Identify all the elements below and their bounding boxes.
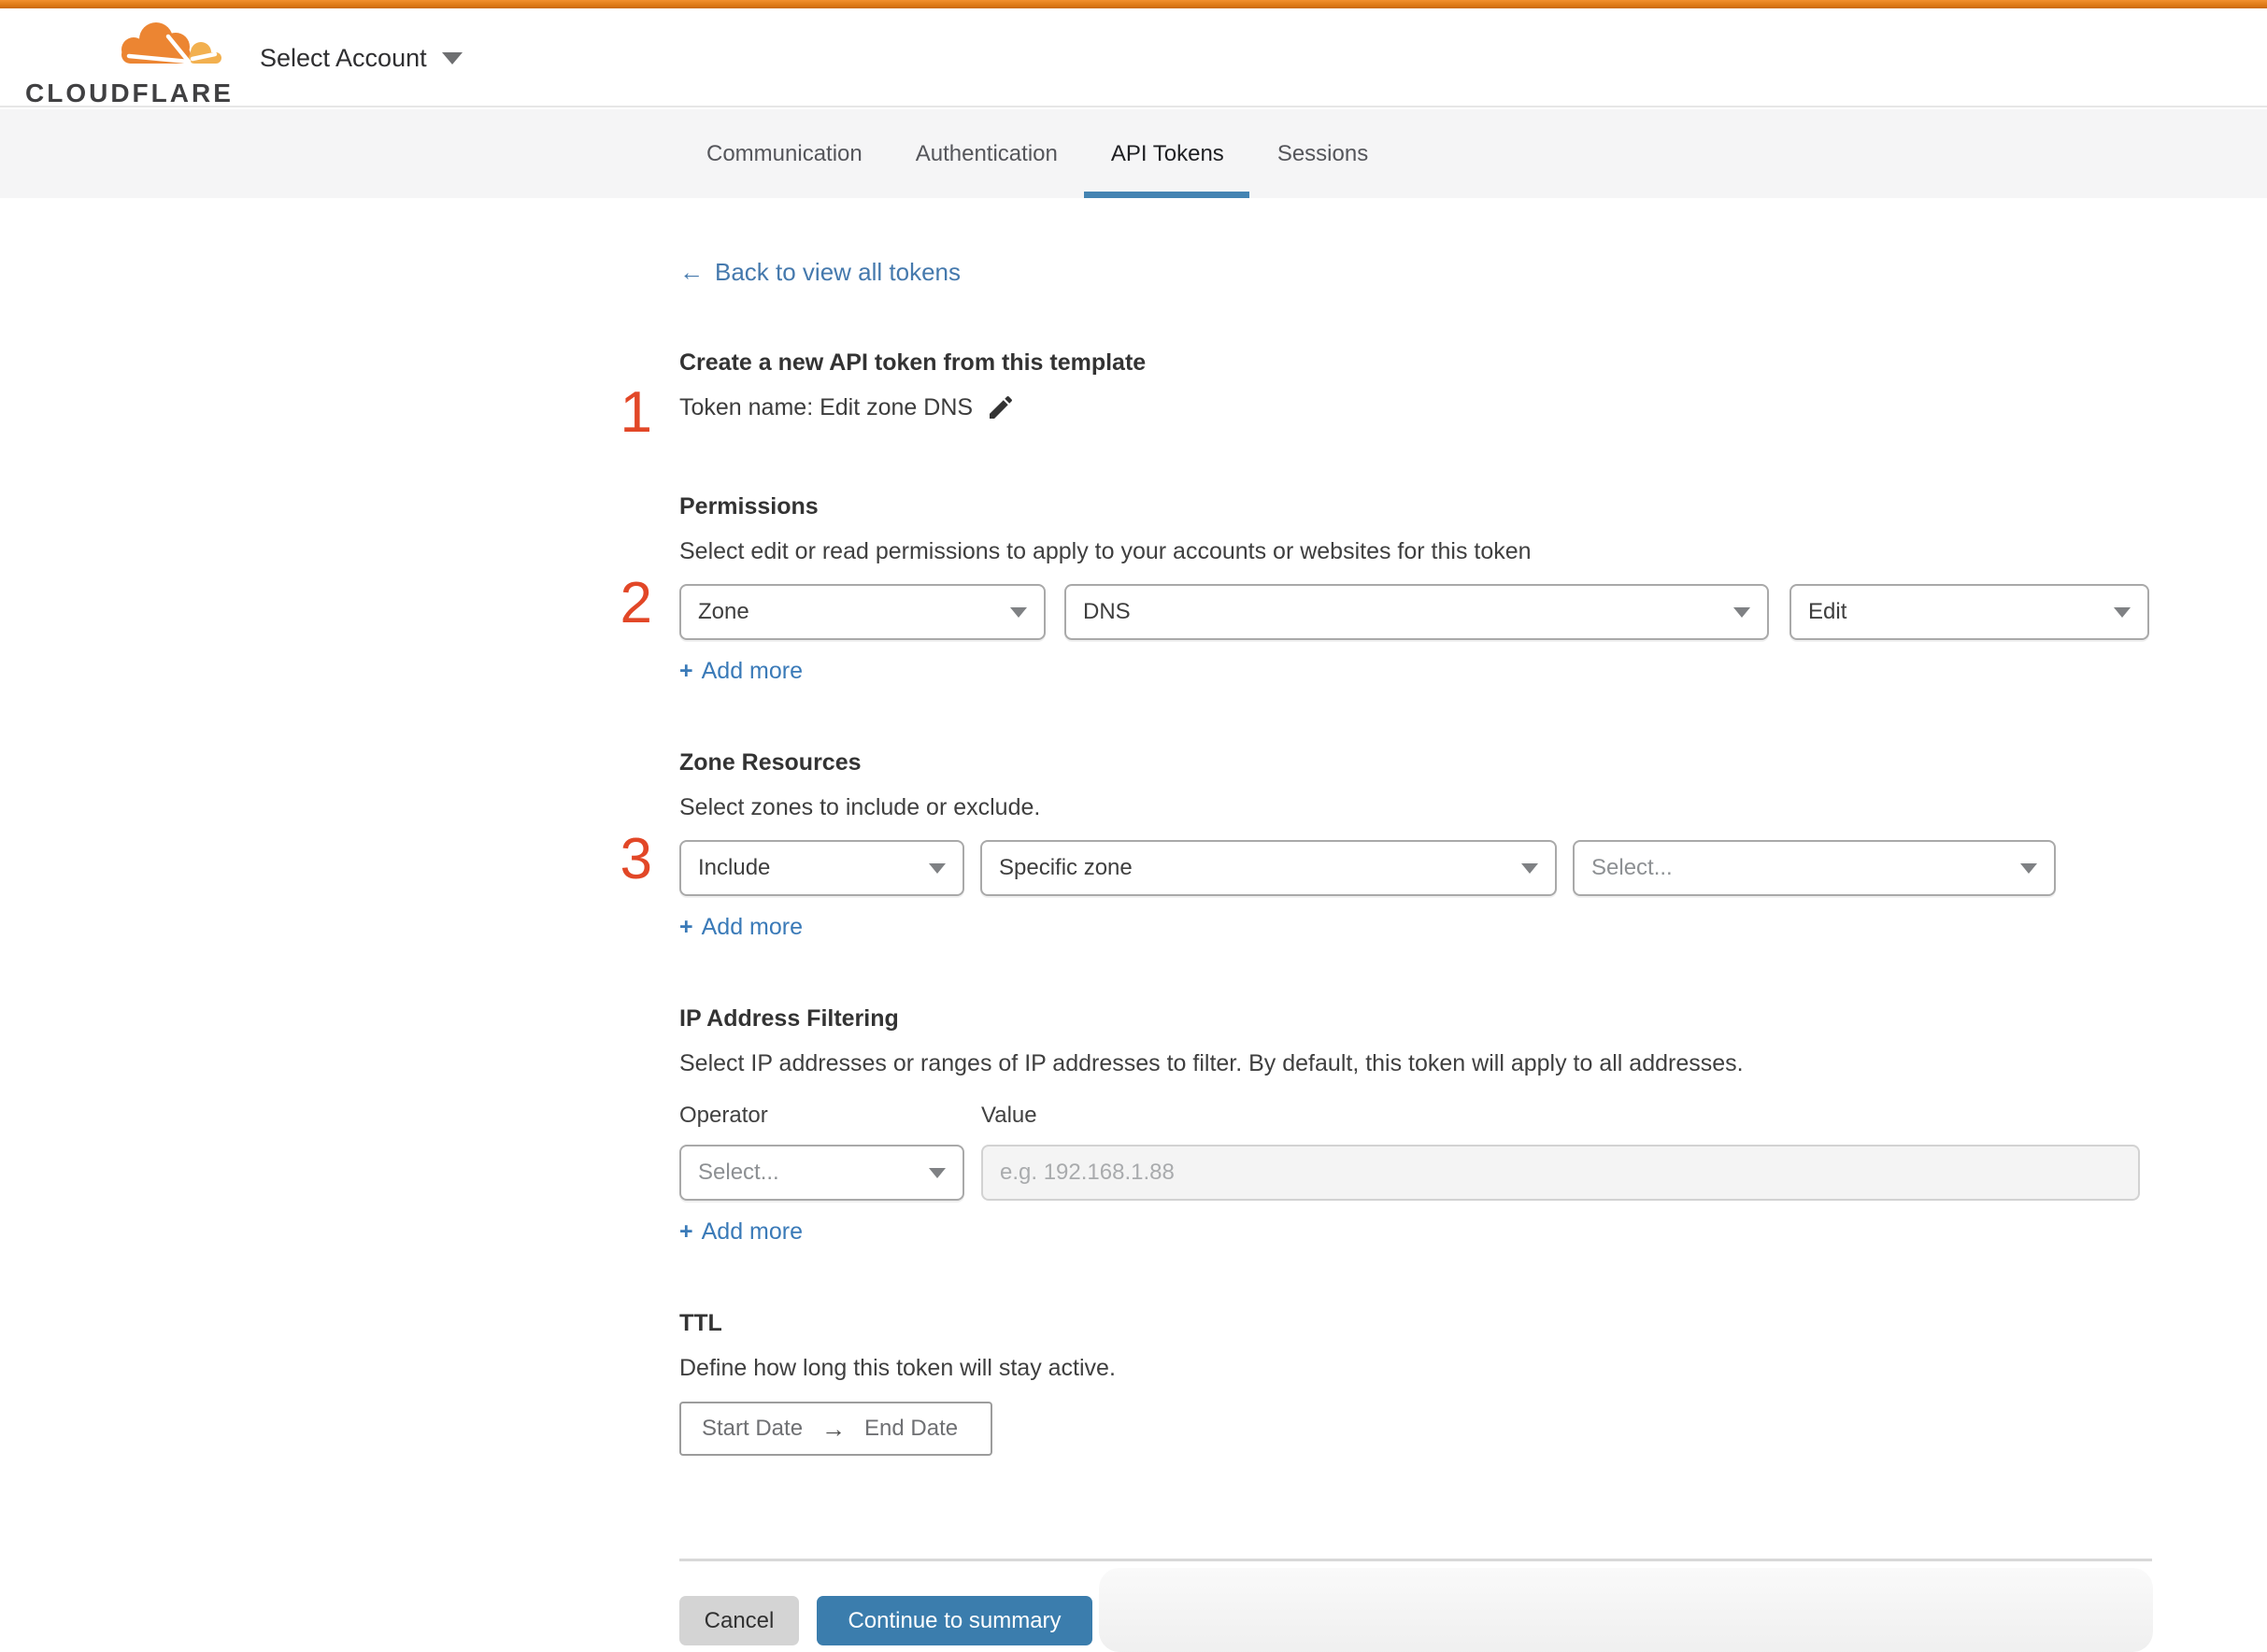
tab-api-tokens[interactable]: API Tokens <box>1111 109 1224 198</box>
chevron-down-icon <box>442 52 463 64</box>
cloudflare-logo[interactable] <box>25 18 234 107</box>
ip-filtering-add-more-link[interactable]: + Add more <box>679 1218 803 1245</box>
token-name-line <box>679 392 1016 422</box>
tab-communication[interactable]: Communication <box>706 141 863 166</box>
ip-filtering-description: Select IP addresses or ranges of IP addresses to filter. By default, this token will apply to all addresses. <box>679 1050 1744 1076</box>
zone-type-select[interactable]: Specific zone <box>980 840 1557 896</box>
permission-group-select[interactable]: DNS <box>1064 584 1769 640</box>
chevron-down-icon <box>1010 607 1027 618</box>
chevron-down-icon <box>2020 863 2037 874</box>
ttl-heading: TTL <box>679 1310 722 1336</box>
permissions-heading: Permissions <box>679 493 819 520</box>
zone-resources-heading: Zone Resources <box>679 749 862 776</box>
tab-sessions[interactable]: Sessions <box>1276 141 1369 166</box>
start-date-placeholder: Start Date <box>702 1416 804 1441</box>
cloudflare-cloud-icon <box>114 20 224 72</box>
chevron-down-icon <box>929 863 946 874</box>
header <box>0 8 2267 107</box>
token-name-text: Token name: Edit zone DNS <box>679 393 974 420</box>
ip-value-input[interactable] <box>981 1145 2140 1201</box>
ip-filtering-heading: IP Address Filtering <box>679 1005 899 1032</box>
pencil-icon[interactable] <box>986 392 1016 422</box>
permission-scope-select[interactable]: Zone <box>679 584 1046 640</box>
zone-include-select[interactable]: Include <box>679 840 964 896</box>
zone-value-select[interactable]: Select... <box>1573 840 2056 896</box>
step-number-1: 1 <box>620 380 652 445</box>
ip-operator-select[interactable]: Select... <box>679 1145 964 1201</box>
account-selector-label: Select Account <box>260 43 427 72</box>
permission-level-select[interactable]: Edit <box>1789 584 2149 640</box>
zone-resources-add-more-link[interactable]: + Add more <box>679 914 803 940</box>
continue-to-summary-button[interactable]: Continue to summary <box>817 1596 1092 1645</box>
plus-icon: + <box>679 1218 693 1245</box>
tab-bar <box>0 109 2267 198</box>
chevron-down-icon <box>1733 607 1750 618</box>
plus-icon: + <box>679 914 693 940</box>
permissions-add-more-link[interactable]: + Add more <box>679 658 803 684</box>
cloudflare-wordmark: CLOUDFLARE <box>25 78 234 107</box>
cancel-button[interactable]: Cancel <box>679 1596 799 1645</box>
footer-divider <box>679 1559 2152 1561</box>
end-date-placeholder: End Date <box>864 1416 959 1441</box>
footer-background-wash <box>1099 1568 2153 1652</box>
chevron-down-icon <box>929 1168 946 1178</box>
top-accent-bar <box>0 0 2267 8</box>
account-selector[interactable] <box>260 8 463 107</box>
back-to-tokens-link[interactable] <box>679 258 961 287</box>
back-link-label: Back to view all tokens <box>715 258 962 286</box>
arrow-left-icon: ← <box>679 258 704 286</box>
plus-icon: + <box>679 658 693 684</box>
arrow-right-icon: → <box>821 1414 847 1443</box>
permissions-description: Select edit or read permissions to apply to your accounts or websites for this token <box>679 538 1532 564</box>
step-number-2: 2 <box>620 571 652 635</box>
value-label: Value <box>981 1103 1037 1128</box>
chevron-down-icon <box>2114 607 2131 618</box>
ttl-description: Define how long this token will stay active. <box>679 1355 1116 1381</box>
ttl-date-range-field[interactable] <box>679 1402 992 1456</box>
operator-label: Operator <box>679 1103 768 1128</box>
tab-authentication[interactable]: Authentication <box>915 141 1058 166</box>
create-token-heading: Create a new API token from this template <box>679 349 1147 376</box>
step-number-3: 3 <box>620 827 652 891</box>
zone-resources-description: Select zones to include or exclude. <box>679 794 1041 820</box>
chevron-down-icon <box>1521 863 1538 874</box>
